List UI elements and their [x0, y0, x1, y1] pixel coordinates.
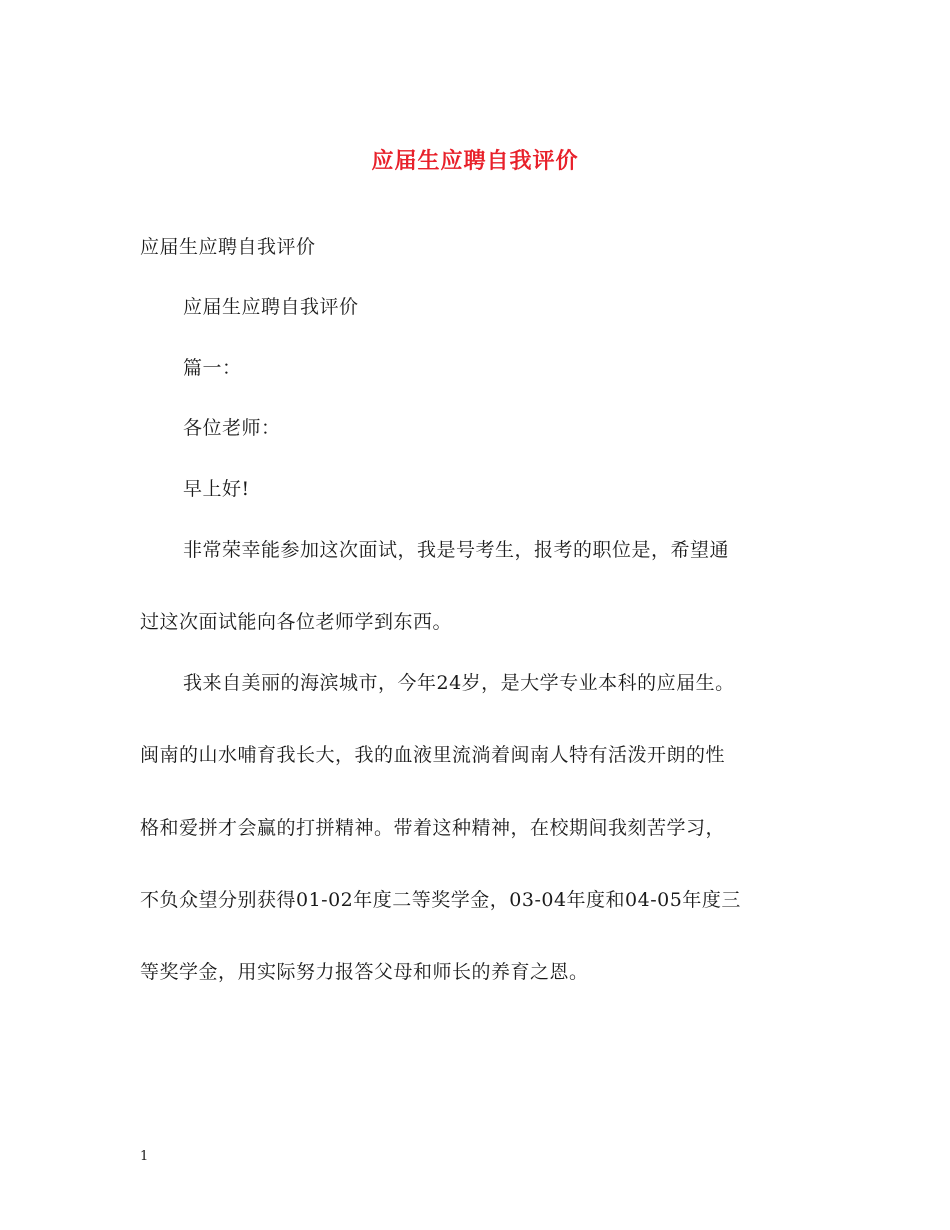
body-line-3: 我来自美丽的海滨城市，今年24岁，是大学专业本科的应届生。 — [183, 672, 735, 694]
heading-line: 应届生应聘自我评价 — [140, 236, 316, 258]
body-line-1: 非常荣幸能参加这次面试，我是号考生，报考的职位是，希望通 — [183, 539, 730, 561]
subheading-line: 应届生应聘自我评价 — [183, 296, 359, 318]
page-number: 1 — [140, 1149, 149, 1164]
body-line-5: 格和爱拼才会赢的打拼精神。带着这种精神，在校期间我刻苦学习， — [140, 817, 726, 839]
greeting-line: 早上好! — [183, 478, 250, 500]
body-line-6: 不负众望分别获得01-02年度二等奖学金，03-04年度和04-05年度三 — [140, 889, 741, 911]
body-line-7: 等奖学金，用实际努力报答父母和师长的养育之恩。 — [140, 961, 589, 983]
document-title: 应届生应聘自我评价 — [371, 148, 579, 174]
body-line-2: 过这次面试能向各位老师学到东西。 — [140, 611, 453, 633]
body-line-4: 闽南的山水哺育我长大，我的血液里流淌着闽南人特有活泼开朗的性 — [140, 744, 726, 766]
salutation-line: 各位老师： — [183, 417, 281, 439]
part-label: 篇一： — [183, 357, 242, 379]
